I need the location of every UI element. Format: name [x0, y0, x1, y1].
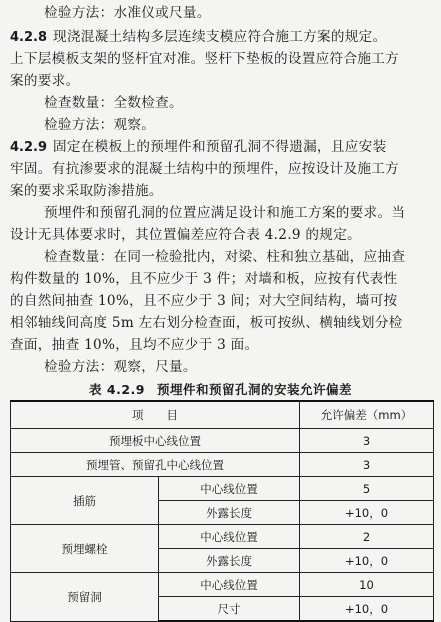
text-line: 检验方法：水准仪或尺量。: [44, 5, 211, 21]
sub-item-cell: 中心线位置: [159, 525, 300, 549]
text-line: 设计无具体要求时，其位置偏差应符合表 4.2.9 的规定。: [10, 227, 361, 243]
header-item: 项 目: [11, 401, 300, 429]
text-line: 检查数量：在同一检验批内，对梁、柱和独立基础，应抽查: [44, 249, 406, 265]
tolerance-cell: +10，0: [300, 501, 434, 525]
group-cell: 预留洞: [11, 573, 159, 622]
table-row: [11, 477, 434, 501]
text-line: 的自然间抽查 10%，且不应少于 3 间；对大空间结构，墙可按: [10, 293, 398, 309]
tolerance-table: [10, 400, 434, 622]
table-caption: [0, 380, 441, 398]
tolerance-cell: 5: [300, 477, 434, 501]
text-line: 牢固。有抗渗要求的混凝土结构中的预埋件，应按设计及施工方: [10, 161, 400, 177]
table-header-row: [11, 401, 434, 429]
table-number: 表 4.2.9: [89, 382, 145, 397]
text-line: 查面，抽查 10%，且均不应少于 3 面。: [10, 337, 259, 353]
sub-item-cell: 中心线位置: [159, 573, 300, 597]
sub-item-cell: 中心线位置: [159, 477, 300, 501]
clause-number: 4.2.8: [10, 30, 48, 45]
clause-number: 4.2.9: [10, 140, 48, 155]
text-line: 4.2.9 固定在模板上的预埋件和预留孔洞不得遗漏，且应安装: [10, 139, 387, 155]
text-line: 检验方法：观察。: [44, 117, 156, 133]
tolerance-cell: +10，0: [300, 597, 434, 622]
tolerance-cell: 3: [300, 429, 434, 453]
text-line: 预埋件和预留孔洞的位置应满足设计和施工方案的要求。当: [44, 205, 406, 221]
group-cell: 插筋: [11, 477, 159, 525]
sub-item-cell: 外露长度: [159, 549, 300, 573]
tolerance-cell: +10，0: [300, 549, 434, 573]
table-title: 预埋件和预留孔洞的安装允许偏差: [156, 382, 352, 397]
text-line: 案的要求。: [10, 73, 80, 89]
header-tolerance: 允许偏差（mm）: [300, 401, 434, 429]
text-line: 相邻轴线间高度 5m 左右划分检查面，板可按纵、横轴线划分检: [10, 315, 403, 331]
table-row: [11, 453, 434, 477]
text-line: 检验方法：观察，尺量。: [44, 359, 197, 375]
table-row: [11, 573, 434, 597]
item-cell: 预埋板中心线位置: [11, 429, 300, 453]
tolerance-cell: 3: [300, 453, 434, 477]
item-cell: 预埋管、预留孔中心线位置: [11, 453, 300, 477]
group-cell: 预埋螺栓: [11, 525, 159, 573]
sub-item-cell: 尺寸: [159, 597, 300, 622]
tolerance-cell: 10: [300, 573, 434, 597]
sub-item-cell: 外露长度: [159, 501, 300, 525]
text-line: 检查数量：全数检查。: [44, 95, 183, 111]
text-line: 4.2.8 现浇混凝土结构多层连续支模应符合施工方案的规定。: [10, 29, 387, 45]
text-line: 案的要求采取防渗措施。: [10, 183, 163, 199]
table-row: [11, 429, 434, 453]
table-row: [11, 525, 434, 549]
text-line: 构件数量的 10%，且不应少于 3 件；对墙和板，应按有代表性: [10, 271, 398, 287]
tolerance-cell: 2: [300, 525, 434, 549]
text-line: 上下层模板支架的竖杆宜对准。竖杆下垫板的设置应符合施工方: [10, 51, 400, 67]
